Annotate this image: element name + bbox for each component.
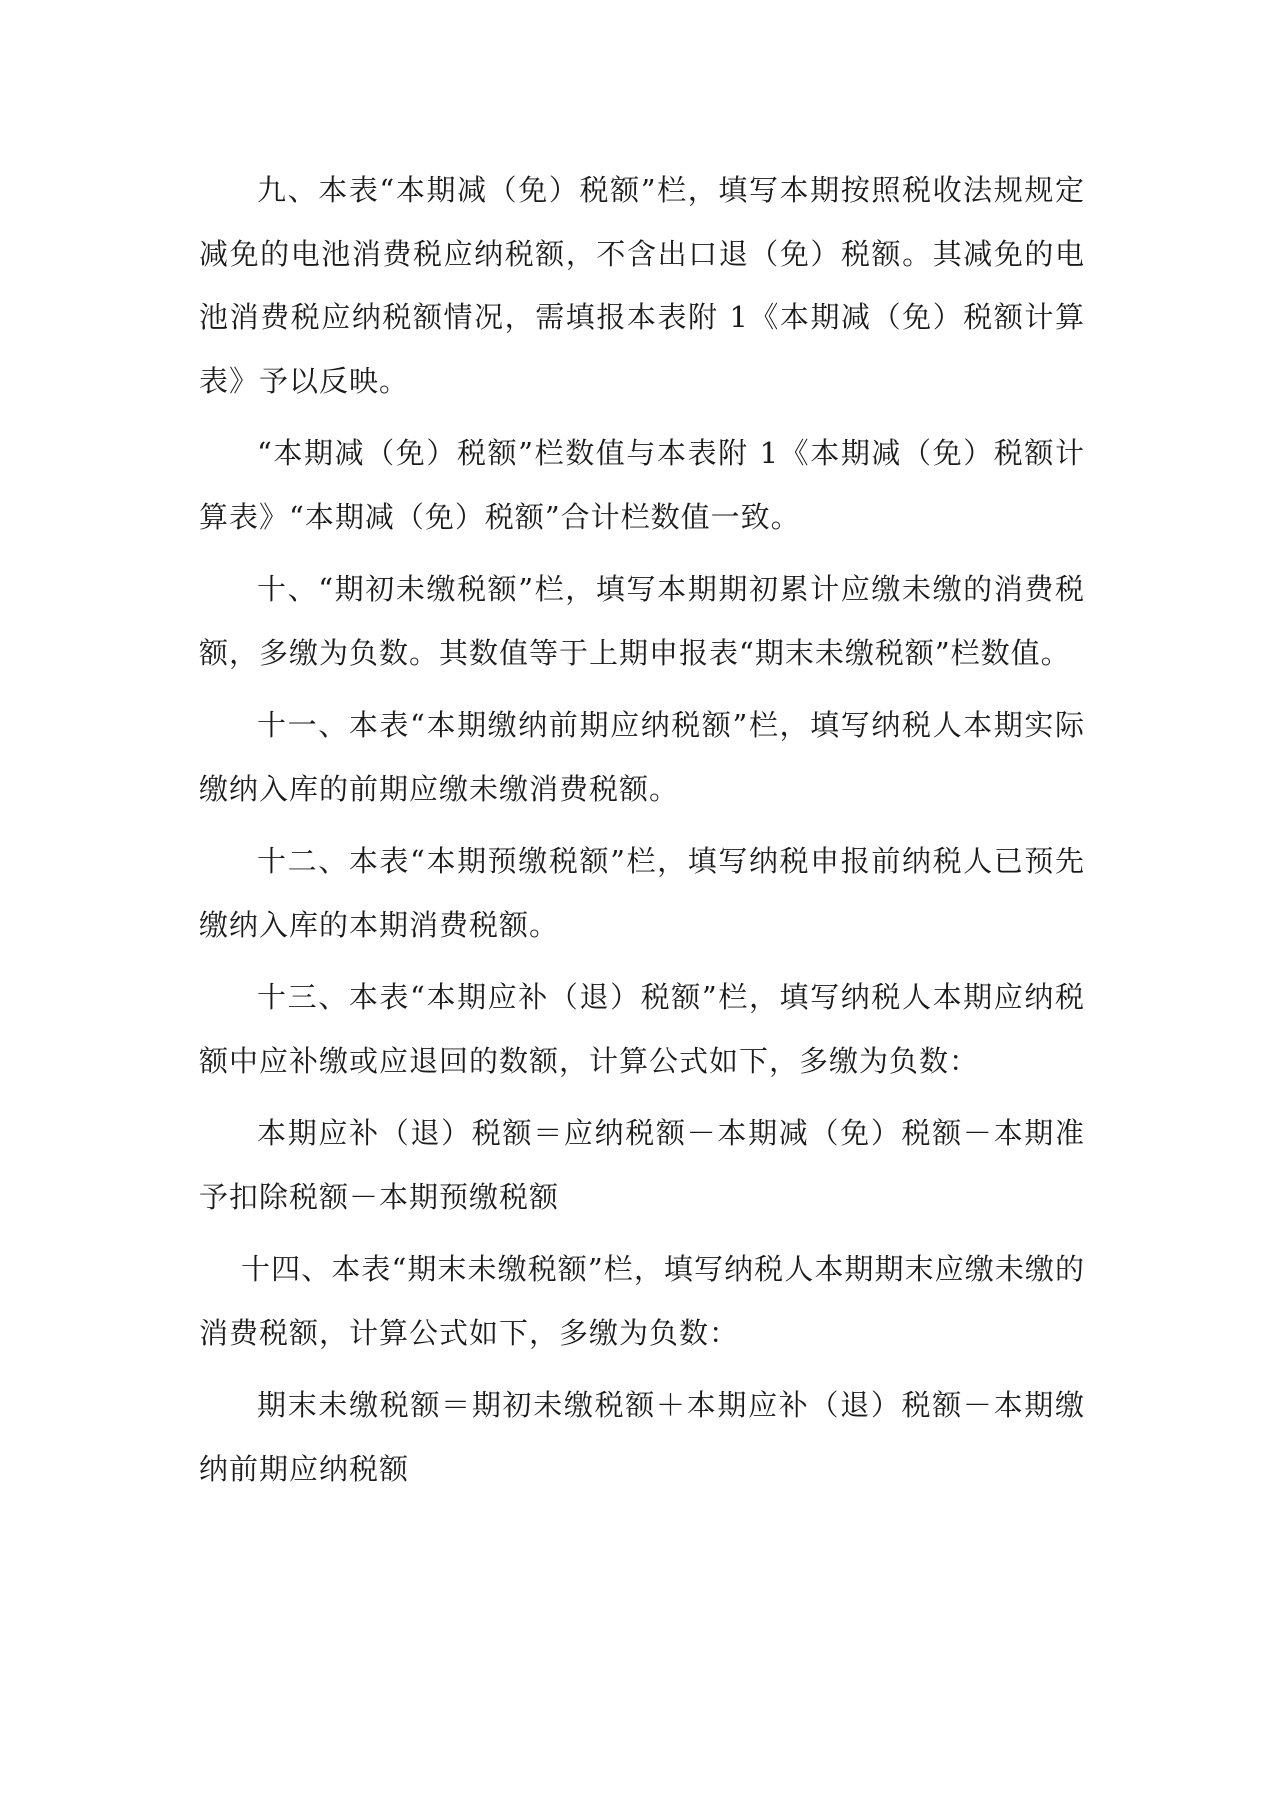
paragraph-item-9-reduction-tax: 九、本表“本期减（免）税额”栏，填写本期按照税收法规规定减免的电池消费税应纳税额，不含出口退（免）税额。其减免的电池消费税应纳税额情况，需填报本表附 1《本期减（免）税额计算表》予以反映。	[199, 173, 1085, 398]
paragraph-item-13-supplement-refund: 十三、本表“本期应补（退）税额”栏，填写纳税人本期应纳税额中应补缴或应退回的数额，计算公式如下，多缴为负数：	[199, 980, 1085, 1078]
paragraph-item-12-prepaid: 十二、本表“本期预缴税额”栏，填写纳税申报前纳税人已预先缴纳入库的本期消费税额。	[199, 844, 1085, 942]
paragraph-reduction-consistency: “本期减（免）税额”栏数值与本表附 1《本期减（免）税额计算表》“本期减（免）税额”合计栏数值一致。	[199, 436, 1085, 534]
document-page	[199, 159, 1085, 1501]
paragraph-item-14-closing-unpaid: 十四、本表“期末未缴税额”栏，填写纳税人本期期末应缴未缴的消费税额，计算公式如下，多缴为负数：	[199, 1252, 1085, 1350]
formula-closing-unpaid: 期末未缴税额＝期初未缴税额＋本期应补（退）税额－本期缴纳前期应纳税额	[199, 1388, 1085, 1486]
paragraph-item-10-opening-unpaid: 十、“期初未缴税额”栏，填写本期期初累计应缴未缴的消费税额，多缴为负数。其数值等于上期申报表“期末未缴税额”栏数值。	[199, 572, 1085, 670]
formula-supplement-refund: 本期应补（退）税额＝应纳税额－本期减（免）税额－本期准予扣除税额－本期预缴税额	[199, 1116, 1085, 1214]
paragraph-item-11-prior-payment: 十一、本表“本期缴纳前期应纳税额”栏，填写纳税人本期实际缴纳入库的前期应缴未缴消费税额。	[199, 708, 1085, 806]
